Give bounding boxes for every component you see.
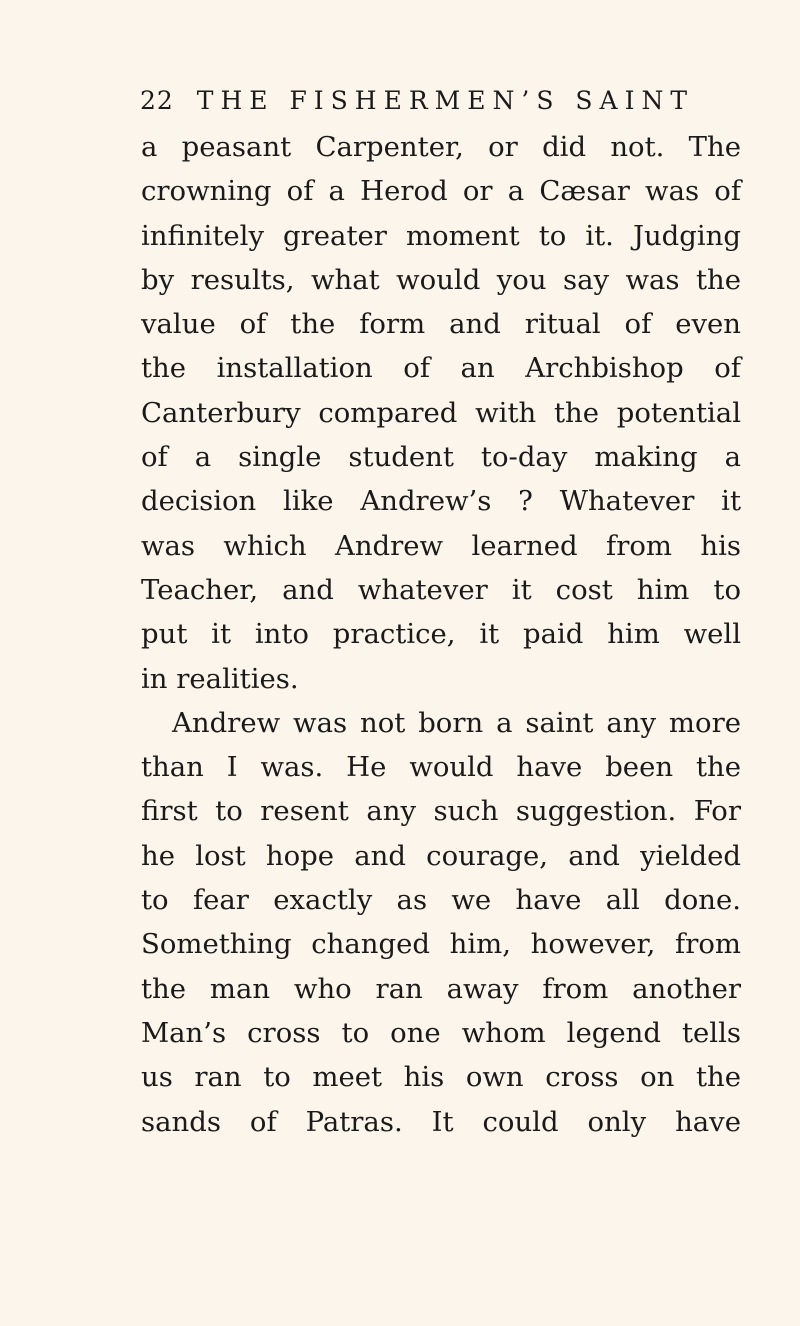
- running-title: THE FISHERMEN’S SAINT: [196, 86, 695, 115]
- text-line: of a single student to-day making a: [141, 441, 741, 474]
- text-line: decision like Andrew’s ? Whatever it: [141, 485, 741, 518]
- text-line: value of the form and ritual of even: [141, 308, 741, 341]
- text-line: crowning of a Herod or a Cæsar was of: [141, 175, 741, 208]
- text-line: Canterbury compared with the potential: [141, 396, 741, 429]
- running-header: [140, 86, 700, 116]
- text-line: was which Andrew learned from his: [141, 529, 741, 562]
- page-number: 22: [140, 86, 174, 115]
- text-line: by results, what would you say was the: [141, 263, 741, 296]
- text-line: he lost hope and courage, and yielded: [141, 839, 741, 872]
- text-line: the installation of an Archbishop of: [141, 352, 741, 385]
- text-line: put it into practice, it paid him well: [141, 618, 741, 651]
- text-line: Something changed him, however, from: [141, 928, 741, 961]
- text-line: first to resent any such suggestion. For: [141, 795, 741, 828]
- body-text: [141, 125, 741, 1144]
- text-line: the man who ran away from another: [141, 972, 741, 1005]
- text-line: us ran to meet his own cross on the: [141, 1061, 741, 1094]
- text-line: than I was. He would have been the: [141, 751, 741, 784]
- text-line: sands of Patras. It could only have: [141, 1105, 741, 1138]
- text-line: in realities.: [141, 662, 299, 695]
- text-line: a peasant Carpenter, or did not. The: [141, 131, 741, 163]
- text-line: infinitely greater moment to it. Judging: [141, 219, 741, 252]
- text-line: Man’s cross to one whom legend tells: [141, 1016, 741, 1049]
- text-line: Teacher, and whatever it cost him to: [141, 573, 741, 606]
- text-line: to fear exactly as we have all done.: [141, 884, 741, 917]
- text-line: Andrew was not born a saint any more: [172, 706, 741, 739]
